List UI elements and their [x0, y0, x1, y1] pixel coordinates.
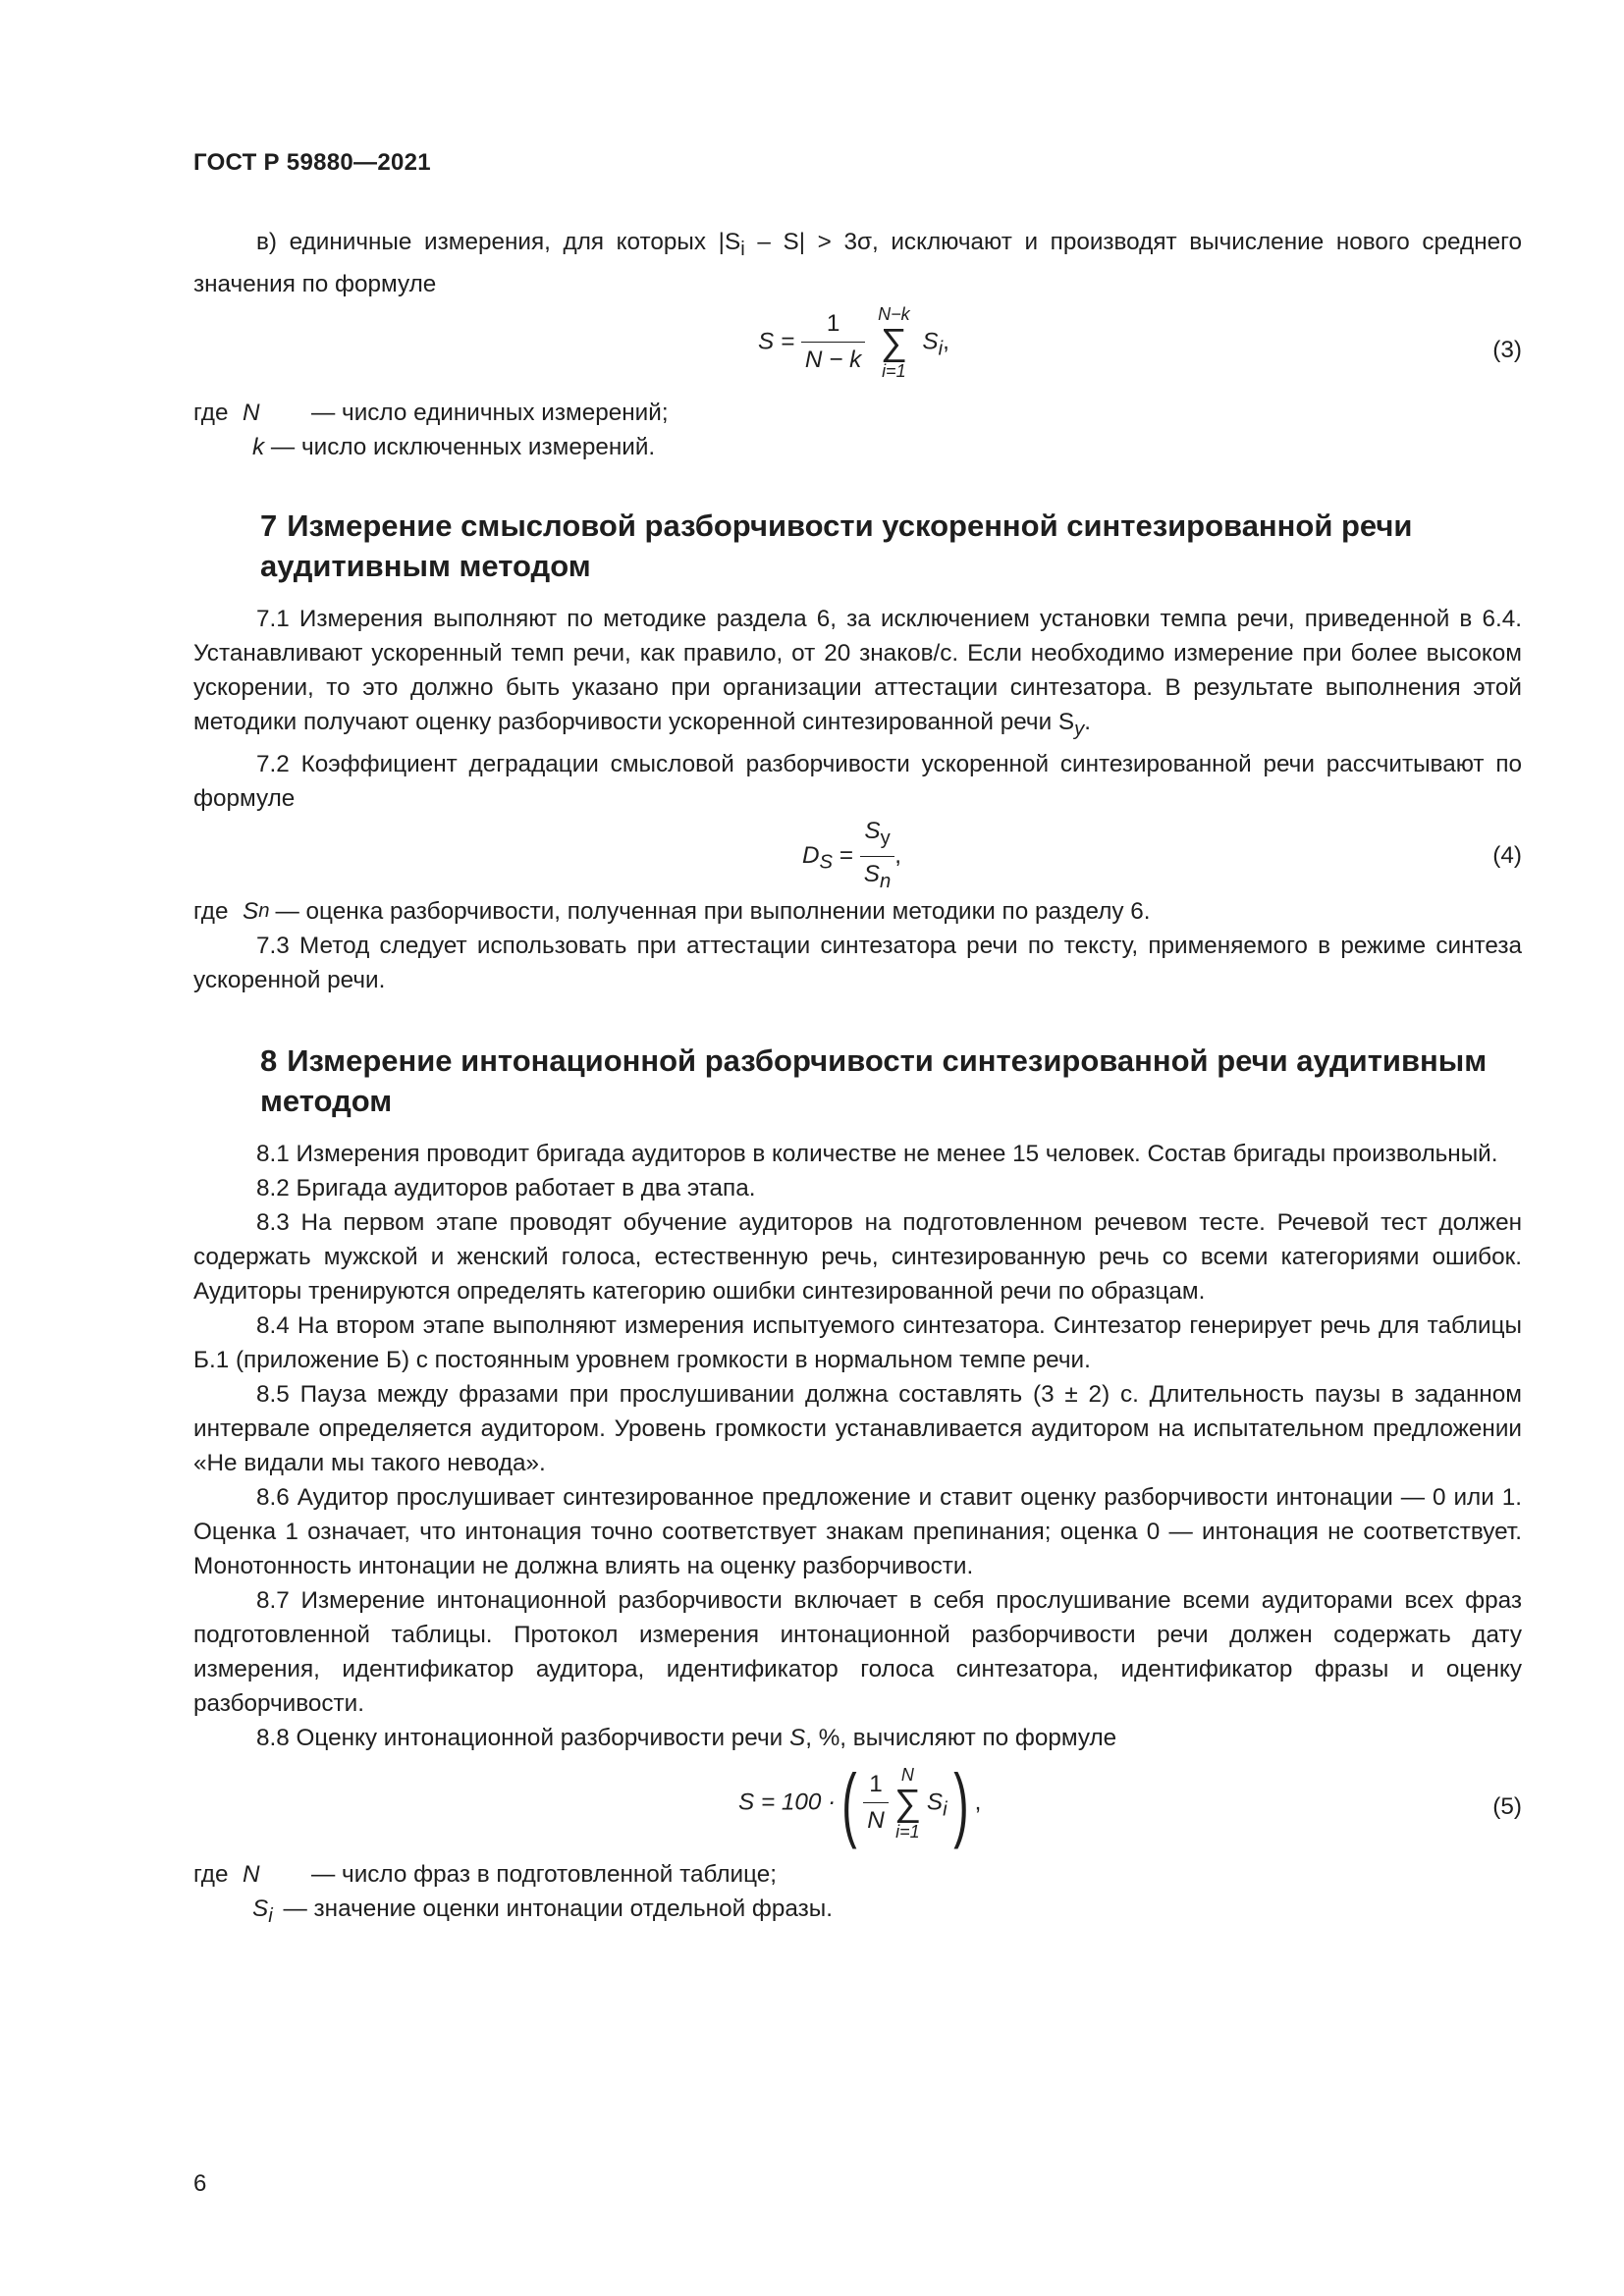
paragraph-8-5: 8.5 Пауза между фразами при прослушивании должна составлять (3 ± 2) с. Длительность паузы в заданном интервале определяется аудитором. Уровень громкости устанавливается аудитором на испытательном предложении «Не видали мы такого невода». [193, 1380, 1522, 1476]
where-n-line [193, 396, 1522, 430]
paragraph-7-2: 7.2 Коэффициент деградации смысловой разборчивости ускоренной синтезированной речи рассчитывают по формуле [193, 750, 1522, 812]
formula-5-number: (5) [1492, 1792, 1522, 1820]
formula-4-lhs: D [802, 841, 820, 869]
section-7-title-text: Измерение смысловой разборчивости ускоренной синтезированной речи аудитивным методом [260, 507, 1413, 583]
formula-5-den: N [867, 1807, 885, 1835]
where-symbol-k: k [252, 433, 265, 460]
formula-3-term-sub: i [938, 338, 944, 360]
where-label: где [193, 399, 229, 426]
page-number: 6 [193, 2170, 207, 2197]
formula-5-fraction [863, 1769, 889, 1837]
paragraph-8-6: 8.6 Аудитор прослушивает синтезированное предложение и ставит оценку разборчивости интонации — 0 или 1. Оценка 1 означает, что интонация точно соответствует знакам препинания; оценка 0 — интонация не соответствует. Монотонность интонации не должна влиять на оценку разборчивости. [193, 1483, 1522, 1579]
formula-5-lower: i=1 [895, 1821, 920, 1842]
formula-3-sum [878, 303, 910, 382]
paragraph-7-1-end: . [1084, 708, 1092, 735]
formula-4-den-sub: n [880, 870, 892, 892]
section-7-number: 7 [260, 507, 278, 543]
formula-4-lhs-sub: S [819, 851, 834, 874]
where-symbol-sn: S [243, 897, 259, 925]
formula-4 [193, 816, 1522, 894]
formula-5-num: 1 [863, 1769, 889, 1803]
paragraph-7-3: 7.3 Метод следует использовать при аттестации синтезатора речи по тексту, применяемого в режиме синтеза ускоренной речи. [193, 932, 1522, 993]
where-k-line [193, 430, 1522, 464]
where-text-si: — значение оценки интонации отдельной фразы. [283, 1895, 834, 1922]
paragraph-8-2: 8.2 Бригада аудиторов работает в два этапа. [256, 1174, 756, 1201]
document-header: ГОСТ Р 59880—2021 [193, 149, 431, 176]
where-text-n: — число единичных измерений; [311, 399, 669, 426]
formula-5-sum [894, 1764, 921, 1842]
item-v-sub: i [740, 238, 745, 260]
item-v-rest: S| > 3σ, исключают и производят вычисление нового среднего значения по формуле [193, 229, 1522, 297]
where-label-8: где [193, 1860, 229, 1888]
formula-3-number: (3) [1492, 336, 1522, 363]
formula-3-tail: , [943, 328, 949, 355]
paragraph-8-1: 8.1 Измерения проводит бригада аудиторов в количестве не менее 15 человек. Состав бригады произвольный. [256, 1140, 1498, 1167]
where-text-sn: — оценка разборчивости, полученная при выполнении методики по разделу 6. [275, 897, 1151, 925]
paragraph-8-8-post: , %, вычисляют по формуле [805, 1724, 1117, 1751]
formula-5-tail: , [974, 1789, 982, 1816]
page-content [193, 225, 1522, 1934]
item-v-minus: – [757, 229, 771, 255]
formula-4-fraction [860, 816, 894, 897]
formula-3-upper: N−k [878, 303, 910, 324]
section-8-number: 8 [260, 1042, 278, 1078]
formula-5-term-sub: i [943, 1798, 947, 1820]
paragraph-8-7: 8.7 Измерение интонационной разборчивости включает в себя прослушивание всеми аудиторами всех фраз подготовленной таблицы. Протокол измерения интонационной разборчивости речи должен содержать дату измерения, идентификатор аудитора, идентификатор голоса синтезатора, идентификатор фразы и оценку разборчивости. [193, 1586, 1522, 1717]
paragraph-7-1 [193, 602, 1522, 747]
formula-3-lower: i=1 [882, 360, 906, 381]
where-symbol-n: N [243, 399, 260, 426]
sigma-icon: ∑ [893, 1782, 921, 1824]
where-si-line [193, 1892, 1522, 1934]
formula-3-num: 1 [801, 308, 865, 343]
where-symbol-si: S [252, 1895, 269, 1922]
left-paren-icon: ( [841, 1756, 857, 1849]
formula-3-lhs: S = [758, 328, 795, 355]
where-symbol-si-sub: i [268, 1904, 273, 1927]
formula-5-lhs: S = 100 · [738, 1789, 837, 1816]
formula-5 [193, 1755, 1522, 1857]
formula-4-den: S [863, 860, 881, 887]
formula-4-tail: , [894, 841, 902, 869]
formula-5-upper: N [900, 1764, 914, 1785]
formula-3-fraction [801, 308, 865, 376]
section-8-title-text: Измерение интонационной разборчивости синтезированной речи аудитивным методом [260, 1042, 1488, 1118]
where-label-7: где [193, 897, 229, 925]
formula-5-term: S [926, 1789, 944, 1816]
section-7-title [193, 506, 1522, 586]
paragraph-8-8-symbol: S [788, 1724, 806, 1751]
section-8-title [193, 1041, 1522, 1121]
formula-3-term: S [922, 328, 939, 355]
where-n2-line [193, 1857, 1522, 1892]
formula-3 [193, 303, 1522, 396]
paragraph-7-1-text: 7.1 Измерения выполняют по методике раздела 6, за исключением установки темпа речи, приведенной в 6.4. Устанавливают ускоренный темп речи, как правило, от 20 знаков/с. Если необходимо измерение при более высоком ускорении, то это должно быть указано при организации аттестации синтезатора. В результате выполнения этой методики получают оценку разборчивости ускоренной синтезированной речи S [193, 605, 1522, 735]
paragraph-8-8 [193, 1721, 1522, 1755]
item-v-paragraph [193, 225, 1522, 301]
where-symbol-n2: N [243, 1860, 260, 1888]
item-v-text: в) единичные измерения, для которых |S [256, 229, 741, 255]
paragraph-8-8-pre: 8.8 Оценку интонационной разборчивости речи [256, 1724, 784, 1751]
formula-4-eq: = [839, 841, 854, 869]
formula-3-den: N − k [804, 347, 862, 374]
where-symbol-sn-sub: n [258, 899, 270, 922]
paragraph-7-1-sub: у [1074, 718, 1085, 740]
right-paren-icon: ) [952, 1756, 969, 1849]
where-sn-line [193, 894, 1522, 929]
formula-4-number: (4) [1492, 841, 1522, 869]
formula-4-num-sub: у [880, 827, 891, 849]
where-text-n2: — число фраз в подготовленной таблице; [311, 1860, 777, 1888]
formula-4-num: S [864, 817, 881, 844]
paragraph-8-4: 8.4 На втором этапе выполняют измерения испытуемого синтезатора. Синтезатор генерирует речь для таблицы Б.1 (приложение Б) с постоянным уровнем громкости в нормальном темпе речи. [193, 1311, 1522, 1373]
sigma-icon: ∑ [880, 321, 907, 363]
paragraph-8-3: 8.3 На первом этапе проводят обучение аудиторов на подготовленном речевом тесте. Речевой тест должен содержать мужской и женский голоса, естественную речь, синтезированную речь со всеми категориями ошибок. Аудиторы тренируются определять категорию ошибки синтезированной речи по образцам. [193, 1208, 1522, 1305]
where-text-k: — число исключенных измерений. [270, 433, 656, 460]
